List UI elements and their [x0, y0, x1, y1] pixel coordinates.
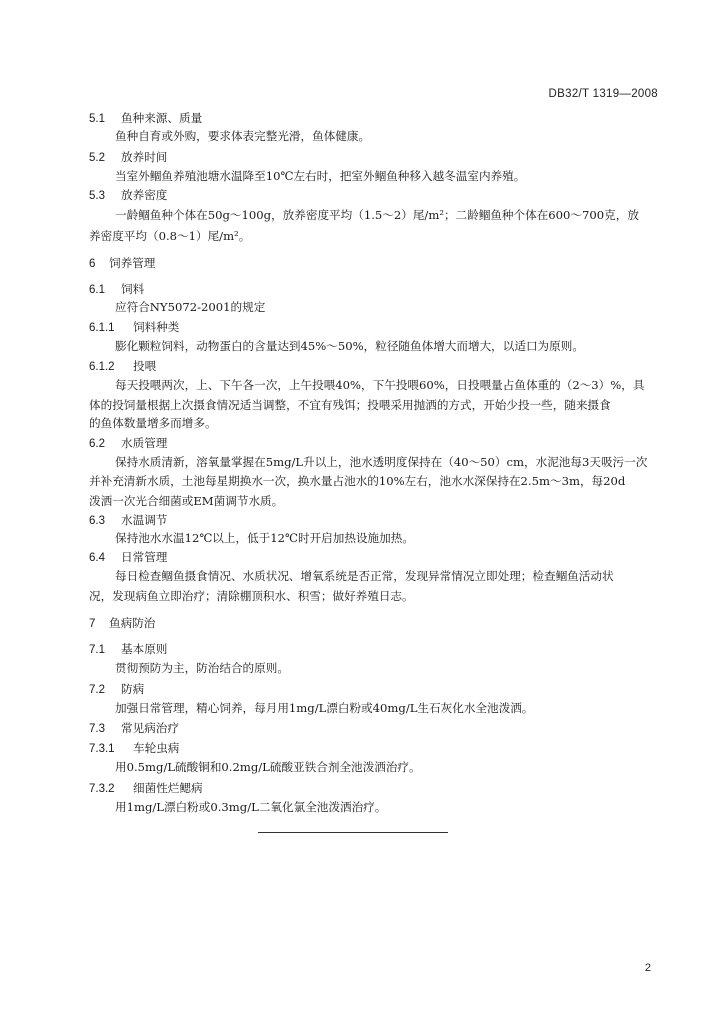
paragraph-line: 加强日常管理，精心饲养，每月用1mg/L漂白粉或40mg/L生石灰化水全池泼洒。 — [115, 701, 534, 715]
paragraph-line: 泼洒一次光合细菌或EM菌调节水质。 — [89, 494, 284, 508]
section-heading — [89, 550, 167, 565]
section-title: 投喂 — [133, 359, 157, 373]
section-number: 5.1 — [89, 113, 105, 125]
section-number: 7.1 — [89, 644, 105, 656]
section-heading — [89, 359, 156, 374]
section-heading — [89, 642, 167, 657]
paragraph-line: 膨化颗粒饲料，动物蛋白的含量达到45%～50%，粒径随鱼体增大而增大，以适口为原则。 — [115, 339, 584, 353]
page-number: 2 — [644, 962, 651, 974]
section-title: 水温调节 — [121, 513, 168, 527]
section-number: 7.3.1 — [89, 743, 115, 755]
section-heading — [89, 741, 179, 756]
paragraph-line: 鱼种自育或外购，要求体表完整光滑，鱼体健康。 — [115, 129, 371, 143]
section-title: 饲料种类 — [133, 320, 180, 334]
end-rule — [258, 832, 448, 833]
paragraph-line: 的鱼体数量增多而增多。 — [89, 416, 217, 430]
section-heading — [89, 188, 167, 203]
paragraph-line: 应符合NY5072-2001的规定 — [115, 300, 266, 314]
section-heading — [89, 111, 202, 126]
section-heading — [89, 781, 203, 796]
section-title: 鱼病防治 — [109, 616, 156, 630]
section-title: 饲料 — [121, 282, 145, 296]
section-title: 细菌性烂鳃病 — [133, 781, 203, 795]
section-title: 放养时间 — [121, 150, 168, 164]
section-title: 防病 — [121, 682, 145, 696]
paragraph-line: 每日检查鲴鱼摄食情况、水质状况、增氧系统是否正常，发现异常情况立即处理；检查鲴鱼活动状 — [115, 569, 614, 583]
section-title: 日常管理 — [121, 550, 168, 564]
section-number: 6.4 — [89, 552, 105, 564]
paragraph-line: 一龄鲴鱼种个体在50g～100g，放养密度平均（1.5～2）尾/m²；二龄鲴鱼种个体在600～700克，放 — [115, 208, 639, 222]
section-title: 水质管理 — [121, 436, 168, 450]
section-number: 7.3 — [89, 723, 105, 735]
section-number: 7 — [89, 618, 96, 630]
section-number: 7.3.2 — [89, 783, 115, 795]
paragraph-line: 每天投喂两次，上、下午各一次，上午投喂40%，下午投喂60%，日投喂量占鱼体重的（2～3）%，具 — [115, 378, 645, 392]
section-heading — [89, 256, 155, 271]
section-title: 基本原则 — [121, 642, 168, 656]
paragraph-line: 并补充清新水质，土池每星期换水一次，换水量占池水的10%左右，池水水深保持在2.5m～3m，每20d — [89, 474, 626, 488]
section-number: 7.2 — [89, 684, 105, 696]
section-title: 鱼种来源、质量 — [121, 111, 203, 125]
standard-code: DB32/T 1319—2008 — [548, 88, 658, 100]
section-number: 5.2 — [89, 152, 105, 164]
paragraph-line: 体的投饲量根据上次摄食情况适当调整，不宜有残饵；投喂采用抛洒的方式，开始少投一些，随来摄食 — [89, 398, 611, 412]
section-heading — [89, 513, 167, 528]
section-heading — [89, 616, 155, 631]
paragraph-line: 用1mg/L漂白粉或0.3mg/L二氧化氯全池泼洒治疗。 — [115, 800, 387, 814]
section-heading — [89, 282, 144, 297]
section-number: 6.1.1 — [89, 322, 115, 334]
paragraph-line: 况，发现病鱼立即治疗；清除棚顶积水、积雪；做好养殖日志。 — [89, 589, 414, 603]
section-number: 6.1 — [89, 284, 105, 296]
paragraph-line: 当室外鲴鱼养殖池塘水温降至10℃左右时，把室外鲴鱼种移入越冬温室内养殖。 — [115, 169, 526, 183]
section-number: 6 — [89, 258, 96, 270]
section-title: 放养密度 — [121, 188, 168, 202]
paragraph-line: 保持水质清新，溶氧量掌握在5mg/L升以上，池水透明度保持在（40～50）cm，水泥池每3天吸污一次 — [115, 455, 648, 469]
paragraph-line: 养密度平均（0.8～1）尾/m²。 — [89, 229, 251, 243]
section-heading — [89, 682, 144, 697]
paragraph-line: 贯彻预防为主，防治结合的原则。 — [115, 661, 289, 675]
section-title: 车轮虫病 — [133, 741, 180, 755]
section-heading — [89, 436, 167, 451]
section-number: 6.3 — [89, 515, 105, 527]
section-title: 常见病治疗 — [121, 721, 179, 735]
section-title: 饲养管理 — [109, 256, 156, 270]
section-number: 6.1.2 — [89, 361, 115, 373]
paragraph-line: 保持池水水温12℃以上，低于12℃时开启加热设施加热。 — [115, 531, 414, 545]
section-heading — [89, 320, 179, 335]
section-heading — [89, 150, 167, 165]
section-number: 6.2 — [89, 438, 105, 450]
section-number: 5.3 — [89, 190, 105, 202]
section-heading — [89, 721, 179, 736]
paragraph-line: 用0.5mg/L硫酸铜和0.2mg/L硫酸亚铁合剂全池泼洒治疗。 — [115, 760, 421, 774]
